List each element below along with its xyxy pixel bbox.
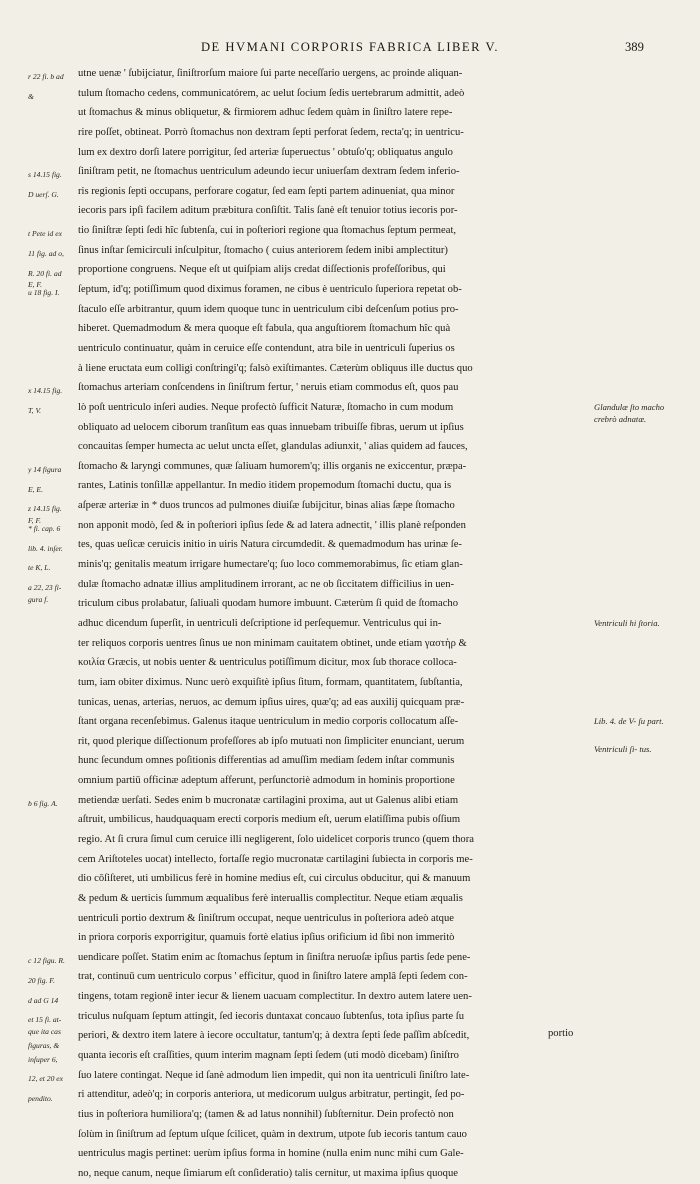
- running-header: DE HVMANI CORPORIS FABRICA LIBER V.: [200, 40, 500, 54]
- text-line: dio cōſiſteret, uti umbilicus ferè in homine medius eſt, cui circulus obducitur, qui & manuum: [78, 873, 471, 885]
- margin-note: et 15 fi. at-: [28, 1015, 62, 1025]
- text-line: non apponit modò, ſed & in poſteriori ipſius ſede & ad latera adnectit, ' illis planè reſponden: [78, 519, 466, 531]
- text-line: trat, continuū cum uentriculo corpus ' efficitur, quod in ſiniſtro latere amplâ ſepti ſedem con-: [78, 971, 468, 983]
- text-line: ſtomacho & laryngi communes, quæ ſaliuam humorem'q; illis organis ne exiccentur, præpa-: [78, 460, 467, 472]
- text-line: in priora corporis exporrigitur, quamuis fortè elatius ipſius orificium id ſibi non immeritò: [78, 932, 455, 944]
- margin-note: F, F.: [28, 516, 42, 526]
- text-line: ri attenditur, adeò'q; in corporis anteriora, ut medicorum uulgus arbitratur, pertingit, ſed po-: [78, 1089, 465, 1101]
- text-line: rantes, Latinis tonſillæ appellantur. In medio itidem propemodum ſtomachi ductu, qua is: [78, 480, 452, 492]
- text-line: tunicas, uenas, arterias, neruos, ac demum ipſius uires, quæ'q; ad eas auxilij quicquam præ-: [78, 696, 465, 708]
- page-number: 389: [625, 40, 644, 54]
- margin-note: Ventriculi ſi- tus.: [594, 743, 652, 754]
- margin-note: gura f.: [28, 594, 49, 604]
- margin-note: b 6 fig. A.: [28, 799, 58, 809]
- margin-note: figuras, &: [28, 1040, 60, 1050]
- text-line: minis'q; genitalis meatum irrigare humectare'q; ſuo loco commemorabimus, ſic etiam glan-: [78, 559, 463, 571]
- margin-note: E, F.: [28, 280, 42, 290]
- text-line: tius in poſteriora humiliora'q; (tamen & ad latus nonnihil) ſubſternitur. Dein profectò non: [78, 1108, 454, 1120]
- text-line: κοιλία Græcis, ut nobis uenter & uentriculus potiſſimum dicitur, mox ſub thorace colloca-: [78, 657, 457, 669]
- text-line: no, neque canum, neque ſimiarum eſt conſideratio) talis cernitur, ut maxima ipſius quoque: [78, 1167, 458, 1179]
- text-line: triculus nuſquam ſeptum attingit, ſed iecoris duntaxat concauo ſubtenſus, tota ipſius parte ſu: [78, 1010, 464, 1022]
- text-line: uentriculi portio dextrum & ſiniſtrum occupat, neque uentriculus in poſteriora adeò atque: [78, 912, 454, 924]
- margin-note: que ita cas: [28, 1026, 61, 1036]
- margin-note: te K, L.: [28, 563, 51, 573]
- margin-note: a 22, 23 fi-: [28, 582, 62, 592]
- margin-note: Ventriculi hi ſtoria.: [594, 618, 660, 629]
- margin-note: 12, et 20 ex: [28, 1074, 64, 1084]
- text-line: ſeptum, id'q; potiſſimum quod diximus foramen, ne cibus è uentriculo ſuperiora repetat ob-: [78, 284, 462, 296]
- margin-note: R. 20 fi. ad: [28, 268, 62, 278]
- text-line: ſtant organa recenſebimus. Galenus itaque uentriculum in medio corporis collocatum aſſe-: [78, 716, 459, 728]
- margin-note: s 14.15 fig.: [28, 170, 62, 180]
- text-line: regio. At ſi crura ſimul cum ceruice illi negligerent, ſolo uidelicet corporis trunco (quem thora: [78, 833, 474, 845]
- margin-note: z 14.15 fig.: [28, 504, 62, 514]
- text-line: aſperæ arteriæ in * duos truncos ad pulmones diuiſæ ſubijcitur, binas alias ſæpe ſtomacho: [78, 500, 455, 512]
- text-line: uendicare poſſet. Statim enim ac ſtomachus ſeptum in ſiniſtra neruoſæ ipſius partis ſede pene-: [78, 951, 471, 963]
- text-line: uentriculo continuatur, quàm in ceruice eſſe contendunt, atra bile in uentriculi ſuperius os: [78, 342, 455, 354]
- text-line: tio ſiniſtræ ſepti ſedi hîc ſubtenſa, cui in poſteriori regione qua ſtomachus ſeptum permeat,: [78, 225, 457, 237]
- text-line: tulum ſtomacho cedens, communicatórem, ac uelut ſocium ſedis uertebrarum admittit, adeò: [78, 87, 465, 99]
- margin-note: d ad G 14: [28, 995, 59, 1005]
- margin-note: y 14 figura: [28, 465, 62, 474]
- text-line: metiendæ uerſati. Sedes enim b mucronatæ cartilagini proxima, aut ut Galenus alibi etiam: [78, 794, 459, 806]
- margin-note: D uerſ. G.: [28, 189, 59, 199]
- margin-note: E, E.: [28, 484, 43, 494]
- text-line: ſiniſtram petit, ne ſtomachus uentriculum adeundo iecur uniuerſam dextram ſedem inferio-: [78, 166, 460, 178]
- text-line: ris regionis ſepti occupans, perforare cogatur, ſed eam ſepti partem adinueniat, qua minor: [78, 185, 455, 197]
- margin-note: inſuper 6,: [28, 1054, 58, 1064]
- margin-note: x 14.15 fig.: [28, 386, 63, 396]
- margin-note: u 18 fig. I.: [28, 288, 60, 298]
- text-line: adhuc dicendum ſuperſit, in uentriculi deſcriptione id perſequemur. Ventriculus qui in-: [78, 617, 442, 629]
- text-line: tingens, totam regionē inter iecur & lienem uacuam complectitur. In dextro autem latere uen-: [78, 991, 472, 1003]
- margin-note: c 12 figu. R.: [28, 956, 65, 966]
- text-line: lum ex dextro dorſi latere porrigitur, ſed arteriæ ſuperuectus ' obtuſo'q; obliquatus angulo: [78, 146, 453, 158]
- text-line: proportione congruens. Neque eſt ut quiſpiam alijs credat diſſectionis profeſſoribus, qui: [78, 264, 446, 276]
- text-line: ſtaculo eſſe arbitrantur, quum idem quoque tunc in uentriculum cibi deſcenſum potius pro-: [78, 303, 459, 315]
- main-text-block: [78, 64, 588, 1184]
- text-line: triculum cibus prolabatur, ſaliuali quodam humore imbuunt. Cæterùm ſi quid de ſtomacho: [78, 598, 458, 610]
- text-line: ſolùm in ſiniſtrum ad ſeptum uſque ſcilicet, quàm in dextrum, utpote ſub iecoris tantum cauo: [78, 1128, 467, 1140]
- text-line: ut ſtomachus & minus obliquetur, & firmiorem adhuc ſedem quàm in ſiniſtro latere repe-: [78, 107, 453, 119]
- text-line: quanta iecoris eſt craſſities, quum interim magnam ſepti ſedem (uti modò dicebam) ſiniſtro: [78, 1050, 459, 1062]
- margin-note: r 22 fi. b ad: [28, 72, 64, 81]
- text-line: utne uenæ ' ſubijciatur, ſiniſtrorſum maiore ſui parte neceſſario uergens, ac proinde aliquan-: [78, 68, 463, 79]
- text-line: ſuo latere contingat. Neque id ſanè admodum lien impedit, qui non ita uentriculi ſiniſtro late-: [78, 1069, 470, 1081]
- text-line: & pedum & uerticis ſummum æqualibus ferè interuallis complectitur. Neque etiam æqualis: [78, 892, 463, 904]
- margin-note: T, V.: [28, 406, 42, 416]
- margin-note: 11 fig. ad o,: [28, 248, 64, 258]
- text-line: periori, & dextro item latere à iecore occultatur, tantum'q; à dextra ſepti ſede paſſim abſcedit,: [78, 1030, 470, 1042]
- text-line: tum, iam obiter diximus. Nunc uerò exquiſitè ipſius ſitum, formam, quantitatem, ſubſtantia,: [78, 676, 463, 688]
- margin-note: t Pete id ex: [28, 229, 62, 239]
- margin-note: &: [28, 91, 34, 101]
- margin-note: * fi. cap. 6: [28, 523, 61, 533]
- text-line: hiberet. Quemadmodum & mera quoque eſt fabula, qua anguſtiorem ſtomachum hîc quà: [78, 323, 451, 335]
- margin-note: Lib. 4. de V- ſu part.: [594, 716, 664, 727]
- text-line: ſtomachus arteriam conſcendens in ſiniſtrum fertur, ' neruis etiam commodus eſt, quos pau: [78, 382, 459, 394]
- text-line: lò poſt uentriculo inſeri audies. Neque profectò ſufficit Naturæ, ſtomacho in cum modum: [78, 401, 454, 413]
- text-line: uentriculus magis pertinet: uerùm ipſius forma in homine (nulla enim nunc mihi cum Gale-: [78, 1148, 464, 1160]
- text-line: omnium partiū officinæ adeptum afferunt, perſunctoriè admodum in hominis proportione: [78, 775, 455, 787]
- text-line: obliquato ad uelocem ciborum tranſitum eas quas innuebam tribuiſſe fibras, uerum ut ipſius: [78, 421, 464, 433]
- text-line: dulæ ſtomacho adnatæ illius amplitudinem irrorant, ac ne ob ſiccitatem difficilius in uen-: [78, 578, 455, 590]
- text-line: à liene eructata eum colligi conſtringi'q; falsò exiſtimantes. Cæterùm obliquus ille ductus quo: [78, 362, 473, 374]
- margin-note: Glandulæ ſto macho crebrò adnatæ.: [594, 402, 665, 425]
- margin-note: pendito.: [28, 1093, 53, 1103]
- text-line: tes, quas ueſicæ ceruicis initio in uiris Natura circumdedit. & quemadmodum has urinæ ſe-: [78, 539, 462, 551]
- text-line: rit, quod plerique diſſectionum profeſſores ab ipſo mutuati non ſimpliciter enunciant, uerum: [78, 735, 465, 747]
- catchword: portio: [548, 1028, 574, 1039]
- text-line: rire poſſet, obtineat. Porrò ſtomachus non dextram ſepti perforat ſedem, recta'q; in uentricu-: [78, 126, 464, 138]
- text-line: hunc ſecundum omnes poſitionis differentias ad amuſſim mediam ſedem inſtar communis: [78, 755, 455, 767]
- text-line: concauitas ſemper humecta ac uelut uncta eſſet, glandulas adiunxit, ' alias quidem ad fauces,: [78, 441, 468, 453]
- text-line: ter reliquos corporis uentres ſinus ue non minimam cauitatem obtinet, unde etiam γαστὴρ &: [78, 637, 467, 649]
- text-line: iecoris pars ipſi facilem aditum præbitura conſiſtit. Talis ſanè eſt tenuior totius iecoris por-: [78, 205, 458, 217]
- text-line: ſinus inſtar ſemicirculi inſculpitur, ſtomacho ( cuius anteriorem ſedem inibi amplectitur): [78, 244, 448, 256]
- text-line: cem Ariſtoteles uocat) intellecto, fortaſſe regio mucronatæ cartilagini ſubiecta in corporis me-: [78, 853, 473, 865]
- text-line: aſtruit, umbilicus, haudquaquam erecti corporis medium eſt, uerum elatiſſima pubis oſſium: [78, 814, 461, 826]
- margin-note: lib. 4. inſer.: [28, 543, 63, 553]
- margin-note: 20 fig. F.: [28, 975, 55, 985]
